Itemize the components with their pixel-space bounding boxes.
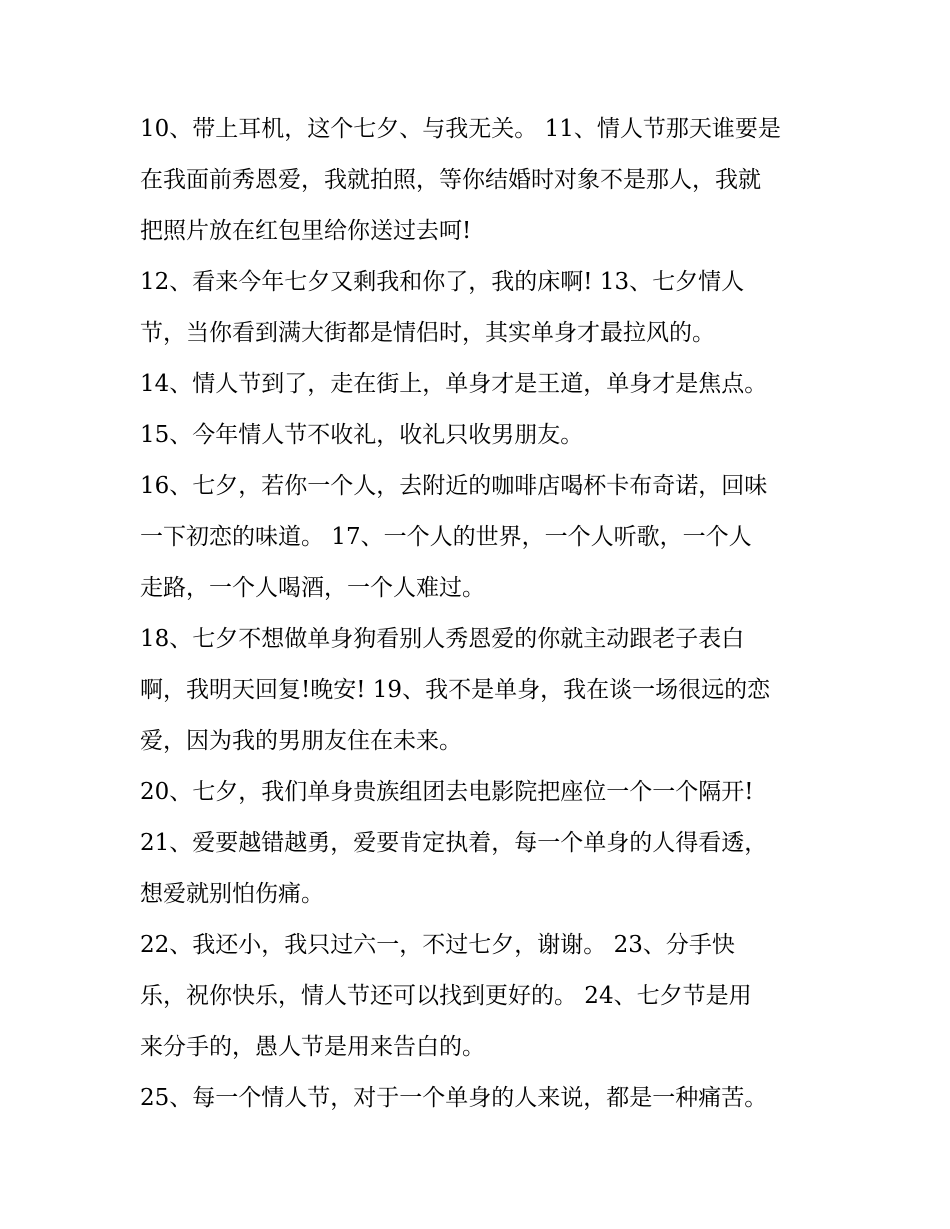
text-line: 一下初恋的味道。 17、一个人的世界，一个人听歌，一个人 xyxy=(140,524,752,550)
document-body xyxy=(140,104,820,1124)
text-line: 12、看来今年七夕又剩我和你了，我的床啊! 13、七夕情人 xyxy=(140,269,745,295)
text-line: 节，当你看到满大街都是情侣时，其实单身才最拉风的。 xyxy=(140,320,715,346)
text-line: 10、带上耳机，这个七夕、与我无关。 11、情人节那天谁要是 xyxy=(140,116,781,142)
text-line: 14、情人节到了，走在街上，单身才是王道，单身才是焦点。 xyxy=(140,371,768,397)
text-line: 20、七夕，我们单身贵族组团去电影院把座位一个一个隔开! xyxy=(140,779,754,805)
text-line: 乐，祝你快乐，情人节还可以找到更好的。 24、七夕节是用 xyxy=(140,983,752,1009)
text-line: 走路，一个人喝酒，一个人难过。 xyxy=(140,575,485,601)
text-line: 想爱就别怕伤痛。 xyxy=(140,881,324,907)
text-line: 爱，因为我的男朋友住在未来。 xyxy=(140,728,462,754)
text-line: 来分手的，愚人节是用来告白的。 xyxy=(140,1034,485,1060)
text-line: 22、我还小，我只过六一，不过七夕，谢谢。 23、分手快 xyxy=(140,932,735,958)
text-line: 25、每一个情人节，对于一个单身的人来说，都是一种痛苦。 xyxy=(140,1085,768,1111)
text-line: 15、今年情人节不收礼，收礼只收男朋友。 xyxy=(140,422,584,448)
text-line: 把照片放在红包里给你送过去呵! xyxy=(140,218,472,244)
text-line: 啊，我明天回复!晚安! 19、我不是单身，我在谈一场很远的恋 xyxy=(140,677,771,703)
text-line: 16、七夕，若你一个人，去附近的咖啡店喝杯卡布奇诺，回味 xyxy=(140,473,768,499)
text-line: 18、七夕不想做单身狗看别人秀恩爱的你就主动跟老子表白 xyxy=(140,626,745,652)
text-line: 在我面前秀恩爱，我就拍照，等你结婚时对象不是那人，我就 xyxy=(140,167,761,193)
text-line: 21、爱要越错越勇，爱要肯定执着，每一个单身的人得看透， xyxy=(140,830,768,856)
